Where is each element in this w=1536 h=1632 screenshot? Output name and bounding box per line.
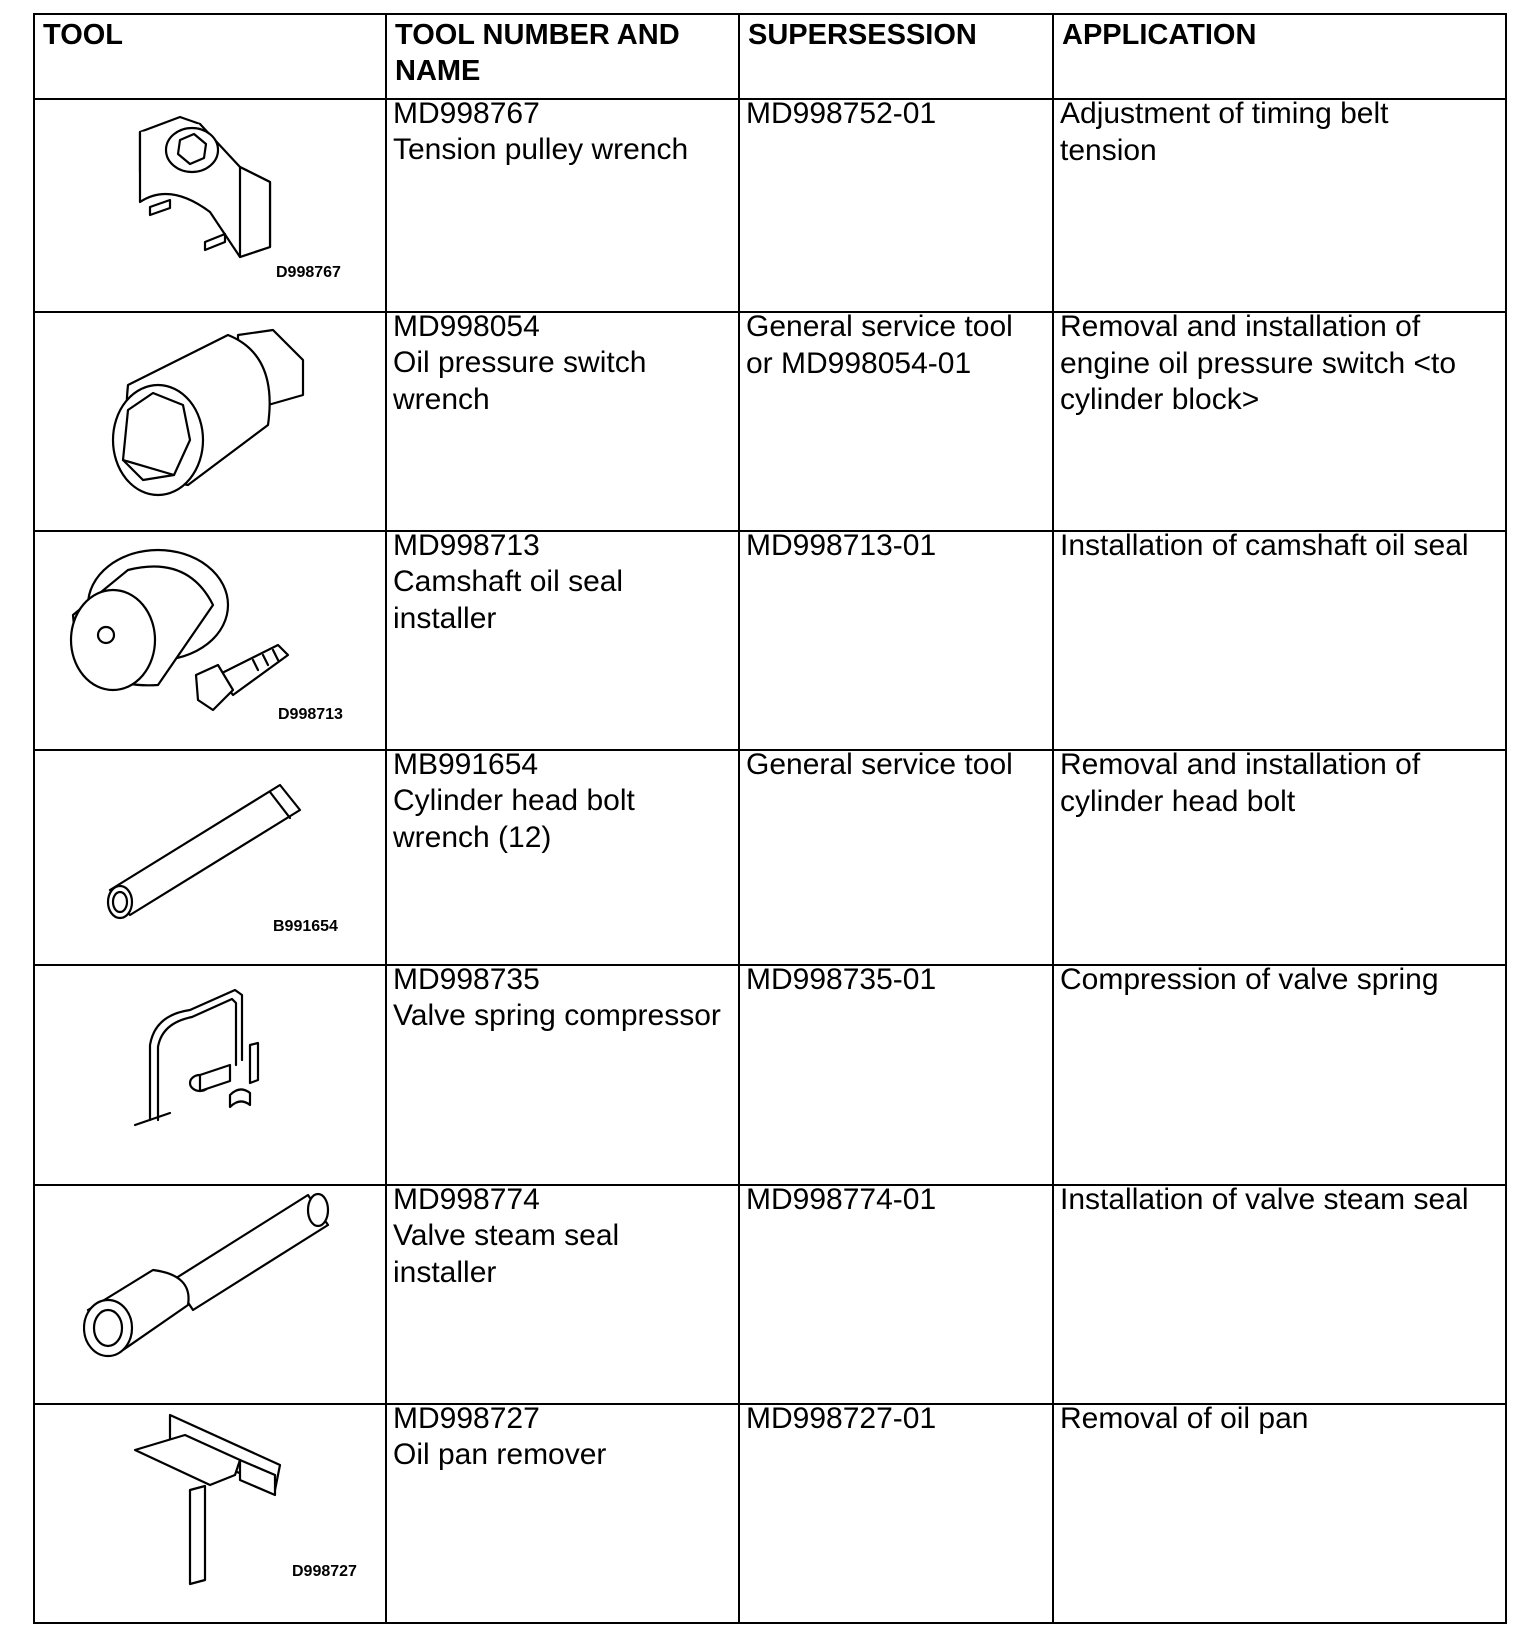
tool-image-code: B991654: [273, 918, 338, 935]
tool-supersession: MD998713-01: [746, 529, 937, 562]
cylinder-head-bolt-wrench-icon: [105, 780, 320, 920]
tool-application: Removal and installation of cylinder head bolt: [1060, 748, 1421, 818]
tool-number: MD998735: [393, 963, 540, 996]
tool-number: MD998054: [393, 310, 540, 343]
header-tool: TOOL: [43, 19, 124, 51]
column-divider: [738, 15, 740, 1622]
tool-name: Oil pressure switch wrench: [393, 346, 647, 416]
tool-name: Cylinder head bolt wrench (12): [393, 784, 635, 854]
tool-name: Oil pan remover: [393, 1438, 607, 1471]
tension-pulley-wrench-icon: [130, 112, 290, 282]
tool-application: Removal of oil pan: [1060, 1402, 1309, 1435]
tool-supersession: MD998735-01: [746, 963, 937, 996]
tool-supersession: General service tool: [746, 748, 1013, 781]
tool-supersession: MD998774-01: [746, 1183, 937, 1216]
valve-steam-seal-installer-icon: [83, 1190, 333, 1365]
tool-supersession: General service tool or MD998054-01: [746, 310, 1013, 380]
oil-pan-remover-icon: [130, 1410, 290, 1590]
tool-image-code: D998727: [292, 1563, 357, 1580]
header-supersession: SUPERSESSION: [748, 19, 977, 51]
tool-image-code: D998713: [278, 706, 343, 723]
camshaft-oil-seal-installer-icon: [68, 545, 308, 715]
tool-application: Compression of valve spring: [1060, 963, 1439, 996]
tool-image-code: D998767: [276, 264, 341, 281]
tool-number: MB991654: [393, 748, 539, 781]
tool-number: MD998713: [393, 529, 540, 562]
tool-application: Removal and installation of engine oil pressure switch <to cylinder block>: [1060, 310, 1457, 416]
header-application: APPLICATION: [1062, 19, 1257, 51]
tool-name: Camshaft oil seal installer: [393, 565, 624, 635]
oil-pressure-switch-wrench-icon: [108, 325, 308, 500]
tool-application: Installation of camshaft oil seal: [1060, 529, 1469, 562]
tool-number: MD998774: [393, 1183, 540, 1216]
valve-spring-compressor-icon: [130, 985, 280, 1135]
tool-supersession: MD998727-01: [746, 1402, 937, 1435]
tool-application: Adjustment of timing belt tension: [1060, 97, 1389, 167]
tool-number: MD998727: [393, 1402, 540, 1435]
tool-name: Valve steam seal installer: [393, 1219, 620, 1289]
tool-name: Valve spring compressor: [393, 999, 721, 1032]
tool-number: MD998767: [393, 97, 540, 130]
header-tool-number-name: TOOL NUMBER AND NAME: [395, 19, 680, 87]
tool-name: Tension pulley wrench: [393, 133, 689, 166]
tool-application: Installation of valve steam seal: [1060, 1183, 1469, 1216]
tool-supersession: MD998752-01: [746, 97, 937, 130]
